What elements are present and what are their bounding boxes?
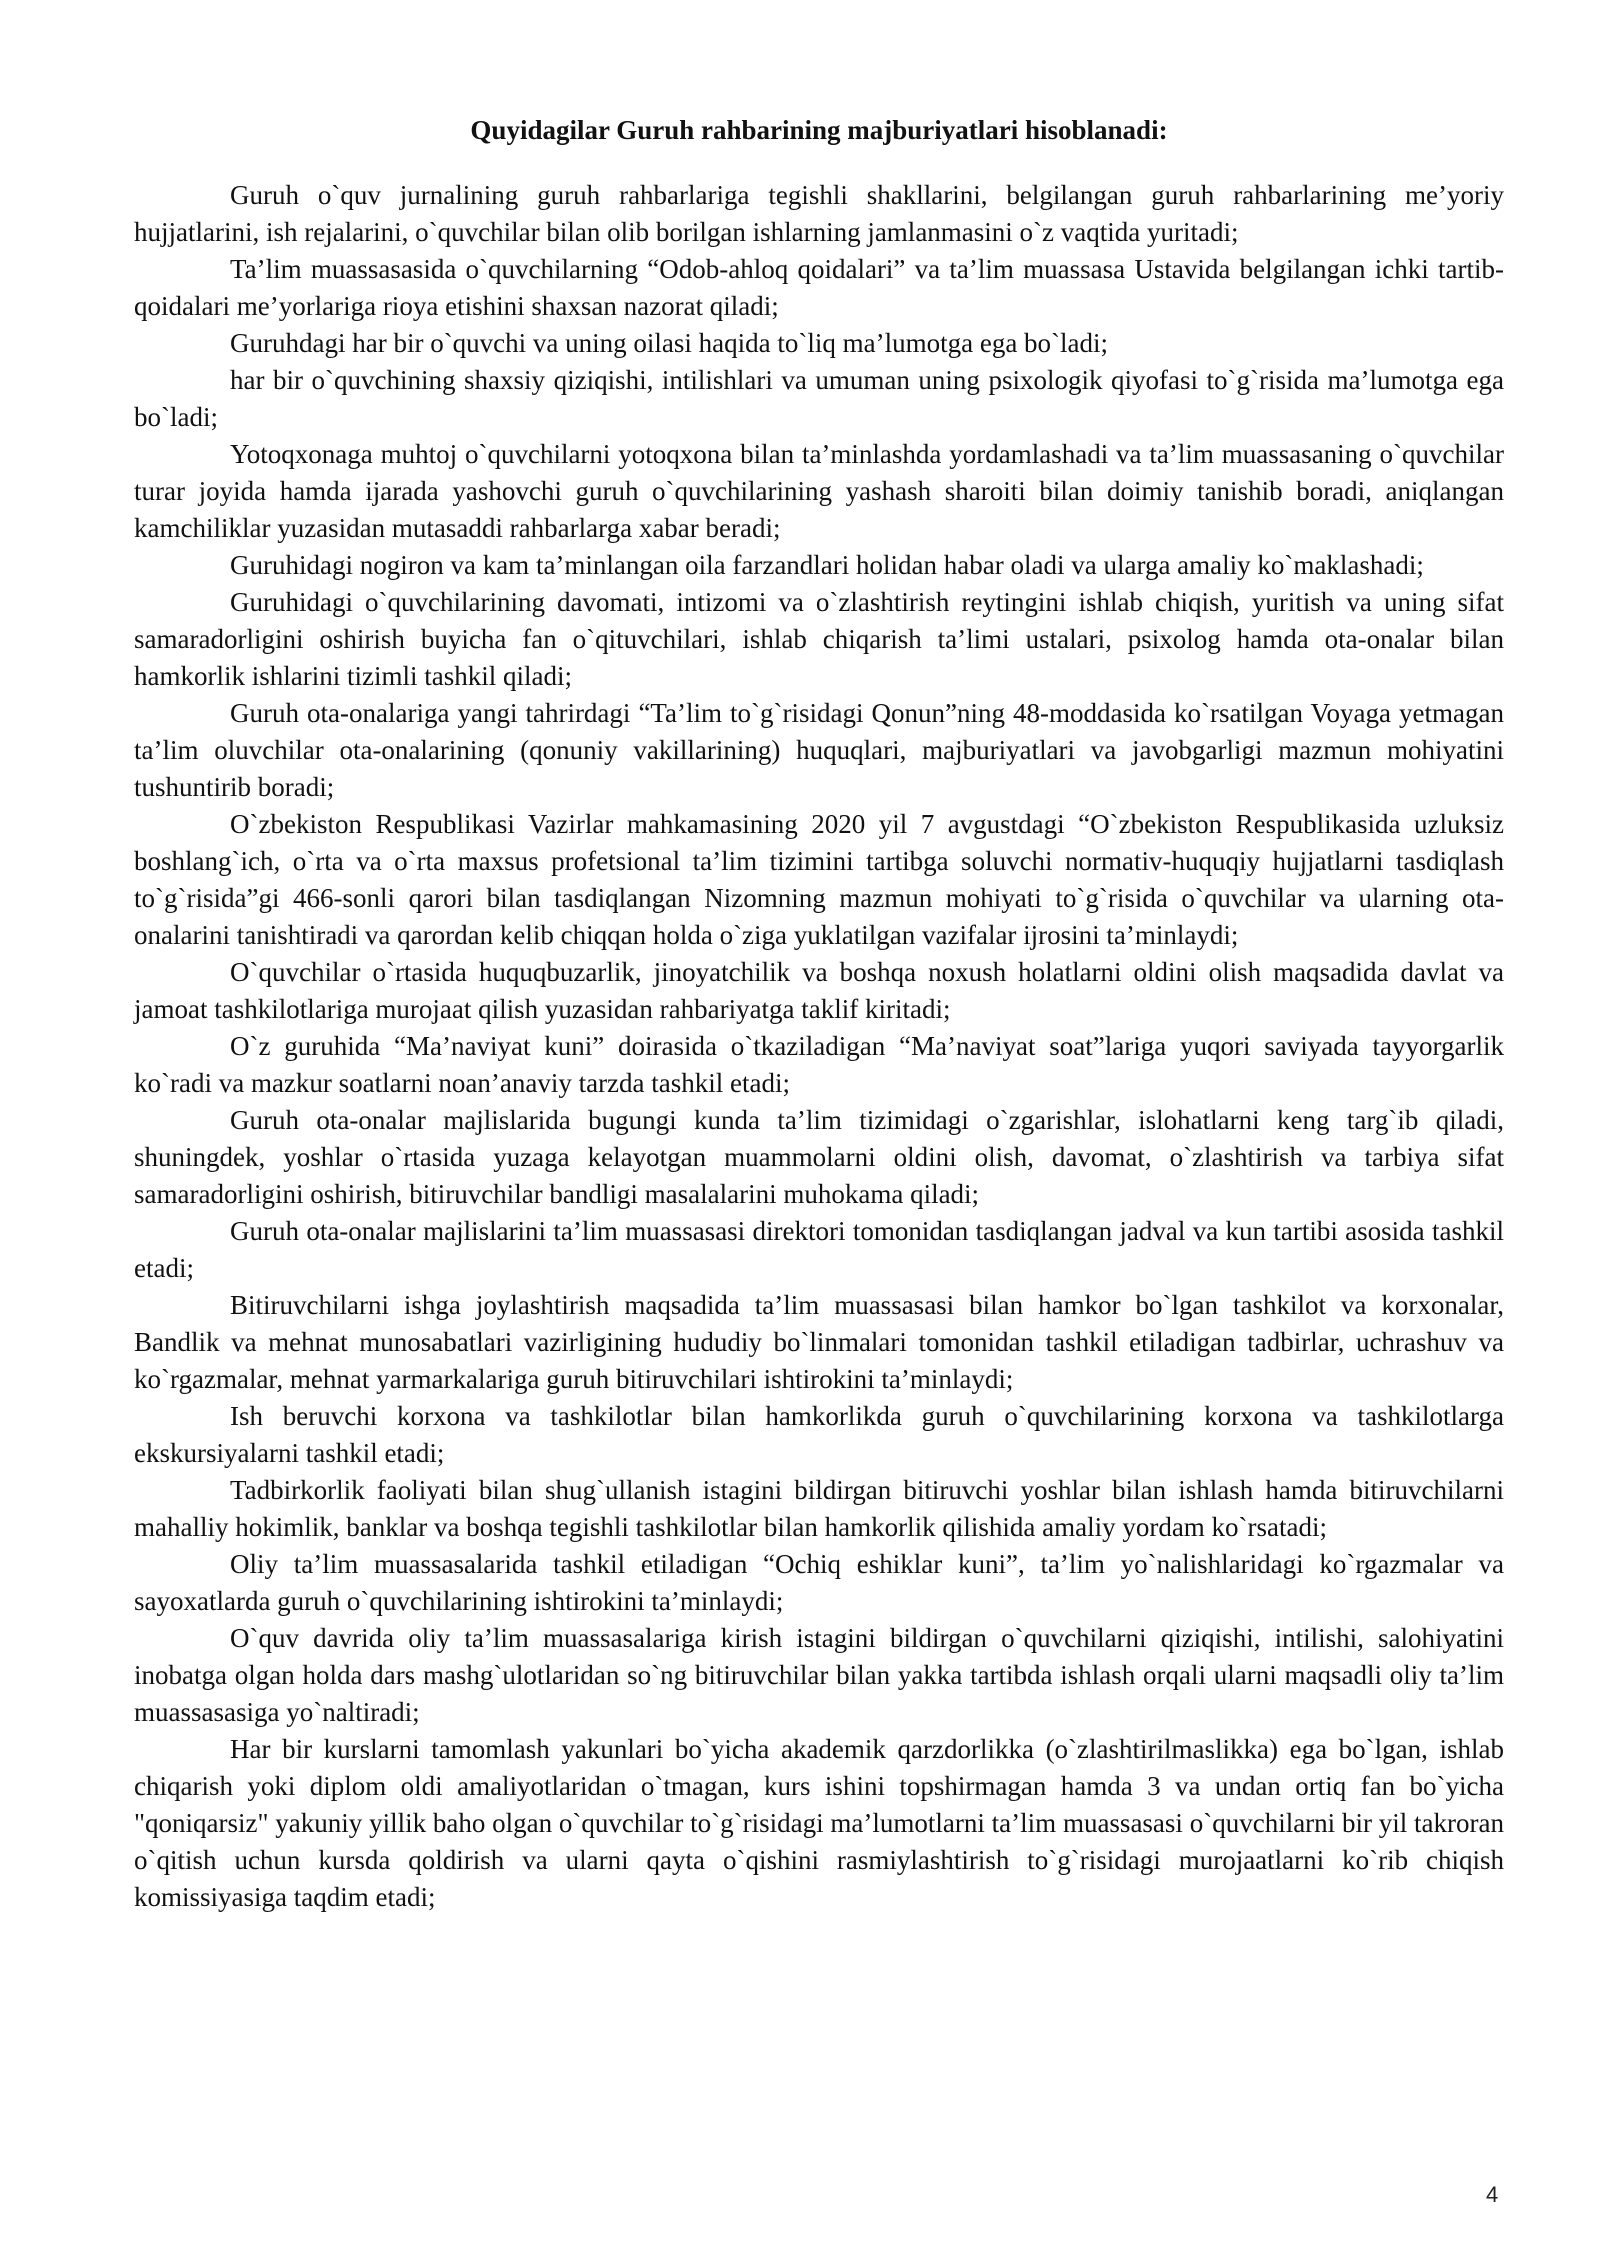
page-number: 4 <box>1486 2182 1499 2207</box>
paragraph: Yotoqxonaga muhtoj o`quvchilarni yotoqxona bilan ta’minlashda yordamlashadi va ta’lim muassasaning o`quvchilar turar joyida hamda ijarada yashovchi guruh o`quvchilarining yashash sharoiti bilan doimiy tanishib boradi, aniqlangan kamchiliklar yuzasidan mutasaddi rahbarlarga xabar beradi; <box>134 439 1504 543</box>
paragraph: Har bir kurslarni tamomlash yakunlari bo`yicha akademik qarzdorlikka (o`zlashtirilmaslikka) ega bo`lgan, ishlab chiqarish yoki diplom oldi amaliyotlaridan o`tmagan, kurs ishini topshirmagan hamda 3 va undan ortiq fan bo`yicha "qoniqarsiz" yakuniy yillik baho olgan o`quvchilar to`g`risidagi ma’lumotlarni ta’lim muassasasi o`quvchilarni bir yil takroran o`qitish uchun kursda qoldirish va ularni qayta o`qishini rasmiylashtirish to`g`risidagi murojaatlarni ko`rib chiqish komissiyasiga taqdim etadi; <box>134 1734 1504 1912</box>
paragraph: Guruhidagi o`quvchilarining davomati, intizomi va o`zlashtirish reytingini ishlab chiqish, yuritish va uning sifat samaradorligini oshirish buyicha fan o`qituvchilari, ishlab chiqarish ta’limi ustalari, psixolog hamda ota-onalar bilan hamkorlik ishlarini tizimli tashkil qiladi; <box>134 587 1504 691</box>
paragraph: Guruh ota-onalariga yangi tahrirdagi “Ta’lim to`g`risidagi Qonun”ning 48-moddasida ko`rsatilgan Voyaga yetmagan ta’lim oluvchilar ota-onalarining (qonuniy vakillarining) huquqlari, majburiyatlari va javobgarligi mazmun mohiyatini tushuntirib boradi; <box>134 698 1504 802</box>
document-body <box>134 112 1504 1916</box>
paragraph: Oliy ta’lim muassasalarida tashkil etiladigan “Ochiq eshiklar kuni”, ta’lim yo`nalishlaridagi ko`rgazmalar va sayoxatlarda guruh o`quvchilarining ishtirokini ta’minlaydi; <box>134 1549 1504 1616</box>
paragraph-list <box>134 177 1504 1916</box>
document-title: Quyidagilar Guruh rahbarining majburiyatlari hisoblanadi: <box>470 115 1168 145</box>
paragraph: Guruhidagi nogiron va kam ta’minlangan oila farzandlari holidan habar oladi va ularga amaliy ko`maklashadi; <box>230 550 1424 580</box>
paragraph: O`quvchilar o`rtasida huquqbuzarlik, jinoyatchilik va boshqa noxush holatlarni oldini olish maqsadida davlat va jamoat tashkilotlariga murojaat qilish yuzasidan rahbariyatga taklif kiritadi; <box>134 957 1504 1024</box>
paragraph: Bitiruvchilarni ishga joylashtirish maqsadida ta’lim muassasasi bilan hamkor bo`lgan tashkilot va korxonalar, Bandlik va mehnat munosabatlari vazirligining hududiy bo`linmalari tomonidan tashkil etiladigan tadbirlar, uchrashuv va ko`rgazmalar, mehnat yarmarkalariga guruh bitiruvchilari ishtirokini ta’minlaydi; <box>134 1290 1504 1394</box>
paragraph: Ta’lim muassasasida o`quvchilarning “Odob-ahloq qoidalari” va ta’lim muassasa Ustavida belgilangan ichki tartib-qoidalari me’yorlariga rioya etishini shaxsan nazorat qiladi; <box>134 254 1504 321</box>
paragraph: har bir o`quvchining shaxsiy qiziqishi, intilishlari va umuman uning psixologik qiyofasi to`g`risida ma’lumotga ega bo`ladi; <box>134 365 1504 432</box>
paragraph: Guruh ota-onalar majlislarini ta’lim muassasasi direktori tomonidan tasdiqlangan jadval va kun tartibi asosida tashkil etadi; <box>134 1216 1504 1283</box>
paragraph: O`z guruhida “Ma’naviyat kuni” doirasida o`tkaziladigan “Ma’naviyat soat”lariga yuqori saviyada tayyorgarlik ko`radi va mazkur soatlarni noan’anaviy tarzda tashkil etadi; <box>134 1031 1504 1098</box>
paragraph: Ish beruvchi korxona va tashkilotlar bilan hamkorlikda guruh o`quvchilarining korxona va tashkilotlarga ekskursiyalarni tashkil etadi; <box>134 1401 1504 1468</box>
paragraph: Tadbirkorlik faoliyati bilan shug`ullanish istagini bildirgan bitiruvchi yoshlar bilan ishlash hamda bitiruvchilarni mahalliy hokimlik, banklar va boshqa tegishli tashkilotlar bilan hamkorlik qilishida amaliy yordam ko`rsatadi; <box>134 1475 1504 1542</box>
paragraph: Guruh o`quv jurnalining guruh rahbarlariga tegishli shakllarini, belgilangan guruh rahbarlarining me’yoriy hujjatlarini, ish rejalarini, o`quvchilar bilan olib borilgan ishlarning jamlanmasini o`z vaqtida yuritadi; <box>134 180 1504 247</box>
paragraph: Guruh ota-onalar majlislarida bugungi kunda ta’lim tizimidagi o`zgarishlar, islohatlarni keng targ`ib qiladi, shuningdek, yoshlar o`rtasida yuzaga kelayotgan muammolarni oldini olish, davomat, o`zlashtirish va tarbiya sifat samaradorligini oshirish, bitiruvchilar bandligi masalalarini muhokama qiladi; <box>134 1105 1504 1209</box>
paragraph: Guruhdagi har bir o`quvchi va uning oilasi haqida to`liq ma’lumotga ega bo`ladi; <box>230 328 1109 358</box>
paragraph: O`quv davrida oliy ta’lim muassasalariga kirish istagini bildirgan o`quvchilarni qiziqishi, intilishi, salohiyatini inobatga olgan holda dars mashg`ulotlaridan so`ng bitiruvchilar bilan yakka tartibda ishlash orqali ularni maqsadli oliy ta’lim muassasasiga yo`naltiradi; <box>134 1623 1504 1727</box>
paragraph: O`zbekiston Respublikasi Vazirlar mahkamasining 2020 yil 7 avgustdagi “O`zbekiston Respublikasida uzluksiz boshlang`ich, o`rta va o`rta maxsus profetsional ta’lim tizimini tartibga soluvchi normativ-huquqiy hujjatlarni tasdiqlash to`g`risida”gi 466-sonli qarori bilan tasdiqlangan Nizomning mazmun mohiyati to`g`risida o`quvchilar va ularning ota-onalarini tanishtiradi va qarordan kelib chiqqan holda o`ziga yuklatilgan vazifalar ijrosini ta’minlaydi; <box>134 809 1504 950</box>
